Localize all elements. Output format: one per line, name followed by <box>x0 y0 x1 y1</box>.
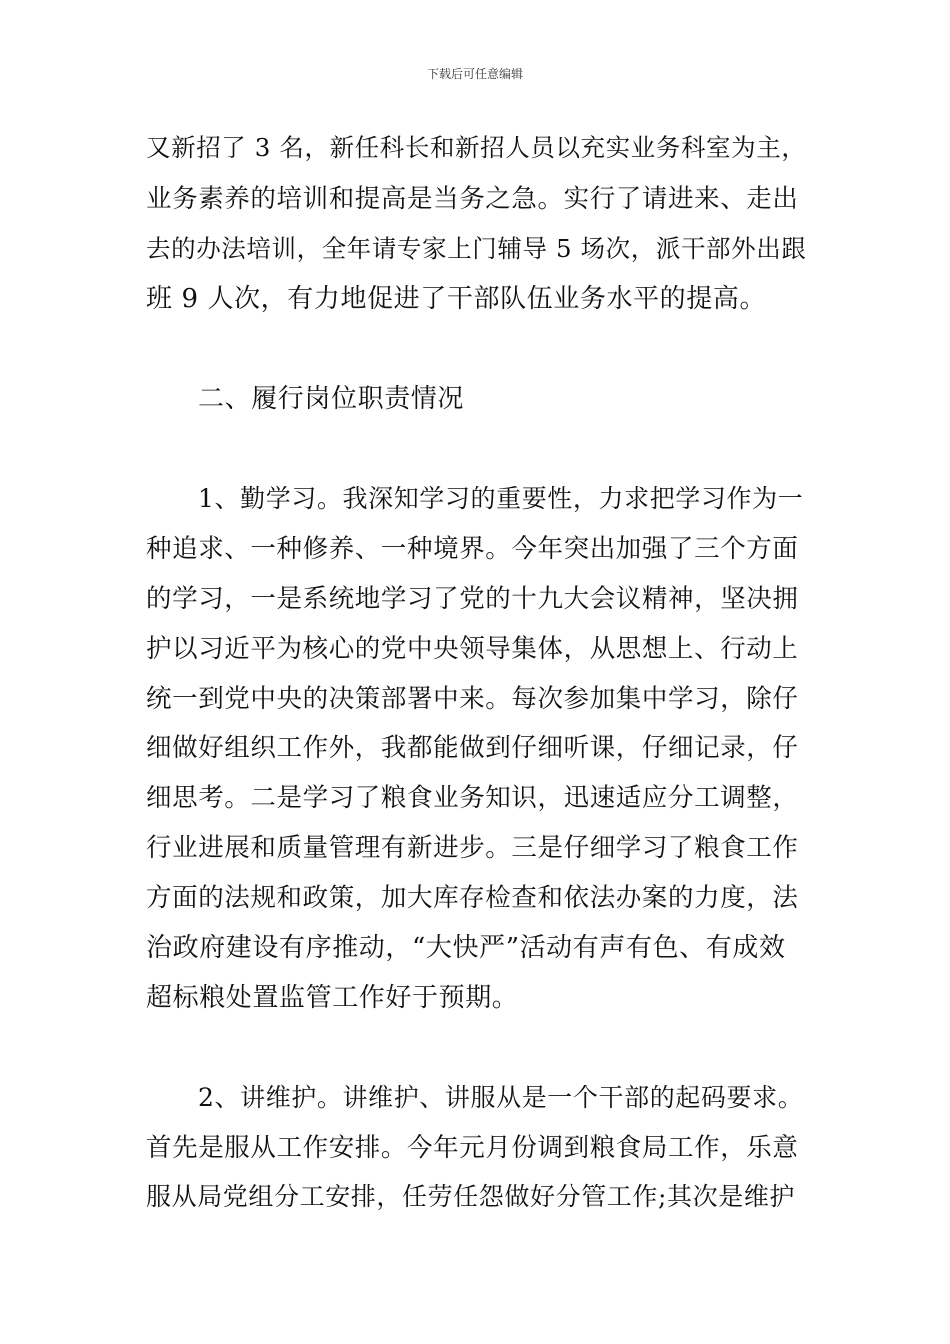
paragraph-3-line-6: 细做好组织工作外，我都能做到仔细听课，仔细记录，仔 <box>146 733 799 763</box>
paragraph-3-line-11: 超标粮处置监管工作好于预期。 <box>146 983 519 1013</box>
paragraph-1-line-3: 去的办法培训，全年请专家上门辅导 5 场次，派干部外出跟 <box>146 234 807 263</box>
paragraph-3-line-4: 护以习近平为核心的党中央领导集体，从思想上、行动上 <box>146 634 799 664</box>
paragraph-3-line-9: 方面的法规和政策，加大库存检查和依法办案的力度，法 <box>146 883 799 913</box>
paragraph-3-line-3: 的学习，一是系统地学习了党的十九大会议精神，坚决拥 <box>146 584 799 614</box>
paragraph-3-line-1: 1、勤学习。我深知学习的重要性，力求把学习作为一 <box>198 484 804 513</box>
paragraph-3-line-7: 细思考。二是学习了粮食业务知识，迅速适应分工调整， <box>146 783 799 813</box>
paragraph-3-line-10: 治政府建设有序推动，“大快严”活动有声有色、有成效 <box>146 933 786 963</box>
paragraph-3-line-5: 统一到党中央的决策部署中来。每次参加集中学习，除仔 <box>146 684 799 714</box>
paragraph-1-line-4: 班 9 人次，有力地促进了干部队伍业务水平的提高。 <box>146 284 767 314</box>
paragraph-4-line-3: 服从局党组分工安排，任劳任怨做好分管工作;其次是维护 <box>146 1182 796 1211</box>
section-heading: 二、履行岗位职责情况 <box>198 384 465 414</box>
paragraph-3-line-8: 行业进展和质量管理有新进步。三是仔细学习了粮食工作 <box>146 833 799 863</box>
page-header: 下载后可任意编辑 <box>426 67 523 81</box>
paragraph-1-line-1: 又新招了 3 名，新任科长和新招人员以充实业务科室为主， <box>146 133 807 162</box>
paragraph-4-line-1: 2、讲维护。讲维护、讲服从是一个干部的起码要求。 <box>198 1083 804 1112</box>
paragraph-3-line-2: 种追求、一种修养、一种境界。今年突出加强了三个方面 <box>146 534 799 564</box>
paragraph-4-line-2: 首先是服从工作安排。今年元月份调到粮食局工作，乐意 <box>146 1133 799 1163</box>
paragraph-1-line-2: 业务素养的培训和提高是当务之急。实行了请进来、走出 <box>146 184 799 214</box>
